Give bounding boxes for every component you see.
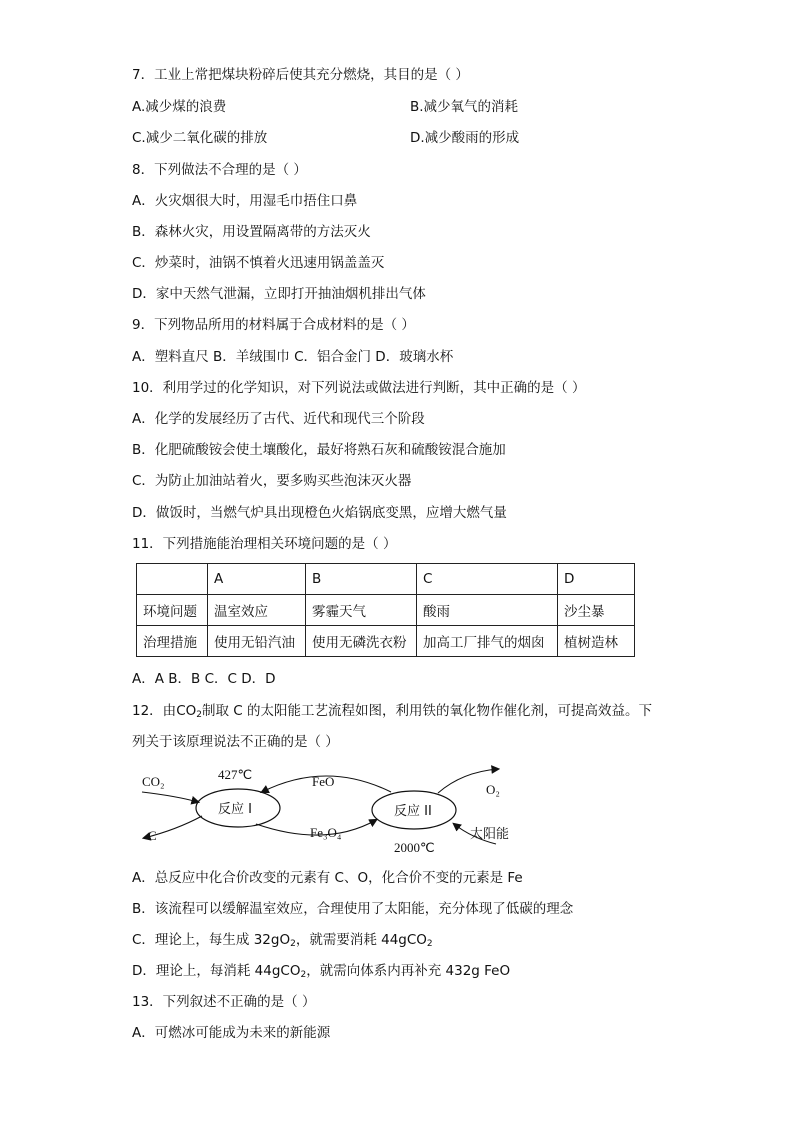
- q7-stem: 7．工业上常把煤块粉碎后使其充分燃烧，其目的是（ ）: [132, 67, 469, 83]
- q9-stem: 9．下列物品所用的材料属于合成材料的是（ ）: [132, 317, 415, 333]
- q12-option-b: B．该流程可以缓解温室效应，合理使用了太阳能，充分体现了低碳的理念: [132, 901, 574, 917]
- q7-option-b: B.减少氧气的消耗: [410, 99, 519, 115]
- q7-option-a: A.减少煤的浪费: [132, 99, 227, 115]
- q12-option-a: A．总反应中化合价改变的元素有 C、O，化合价不变的元素是 Fe: [132, 870, 523, 886]
- q11-stem: 11．下列措施能治理相关环境问题的是（ ）: [132, 536, 397, 552]
- q12-c-pre: C．理论上，每生成 32gO: [132, 932, 291, 948]
- q7-option-d: D.减少酸雨的形成: [410, 130, 520, 146]
- label-reaction1: 反应 I: [218, 802, 252, 817]
- table-cell: 环境问题: [137, 595, 208, 626]
- q12-c-sub1: 2: [290, 939, 296, 949]
- arrow-co2-in: [142, 792, 198, 802]
- q10-option-a: A．化学的发展经历了古代、近代和现代三个阶段: [132, 411, 425, 427]
- q11-options: A．A B．B C．C D．D: [132, 671, 276, 687]
- table-row: [137, 626, 635, 657]
- table-cell: 沙尘暴: [558, 595, 635, 626]
- q10-stem: 10．利用学过的化学知识，对下列说法或做法进行判断，其中正确的是（ ）: [132, 380, 586, 396]
- table-cell: B: [306, 564, 417, 595]
- q10-option-c: C．为防止加油站着火，要多购买些泡沫灭火器: [132, 473, 412, 489]
- table-cell: 雾霾天气: [306, 595, 417, 626]
- label-2000c: 2000℃: [394, 840, 435, 855]
- table-cell: 治理措施: [137, 626, 208, 657]
- table-cell: 使用无磷洗衣粉: [306, 626, 417, 657]
- table-cell: 酸雨: [417, 595, 558, 626]
- q12-stem-sub: 2: [196, 710, 202, 720]
- q13-stem: 13．下列叙述不正确的是（ ）: [132, 994, 316, 1010]
- table-cell: 加高工厂排气的烟囱: [417, 626, 558, 657]
- q10-option-d: D．做饭时，当燃气炉具出现橙色火焰锅底变黑，应增大燃气量: [132, 505, 507, 521]
- q8-option-d: D．家中天然气泄漏，立即打开抽油烟机排出气体: [132, 286, 426, 302]
- q12-d-post: ，就需向体系内再补充 432g FeO: [306, 963, 511, 979]
- q12-d-pre: D．理论上，每消耗 44gCO: [132, 963, 301, 979]
- label-c: C: [148, 828, 157, 843]
- q12-stem-co: CO: [176, 703, 197, 719]
- table-row: [137, 595, 635, 626]
- solar-process-diagram: [136, 762, 526, 858]
- environment-table: [136, 563, 635, 657]
- label-o2: O₂: [486, 782, 500, 797]
- q12-option-c: [132, 931, 433, 953]
- table-cell: D: [558, 564, 635, 595]
- label-co2: CO₂: [142, 774, 165, 789]
- q12-c-mid: ，就需要消耗 44gCO: [295, 932, 427, 948]
- q7-option-c: C.减少二氧化碳的排放: [132, 130, 268, 146]
- label-feo: FeO: [312, 774, 335, 789]
- q12-option-d: [132, 962, 510, 984]
- q12-stem-line1: [132, 702, 652, 724]
- label-427c: 427℃: [218, 767, 253, 782]
- label-fe3o4: Fe₃O₄: [310, 825, 342, 840]
- q8-option-a: A．火灾烟很大时，用湿毛巾捂住口鼻: [132, 193, 358, 209]
- table-cell: 温室效应: [208, 595, 306, 626]
- label-reaction2: 反应 II: [394, 804, 432, 819]
- q13-option-a: A．可燃冰可能成为未来的新能源: [132, 1025, 331, 1041]
- q12-stem-pre: 12．由: [132, 703, 177, 719]
- table-cell: A: [208, 564, 306, 595]
- q12-stem-post: 制取 C 的太阳能工艺流程如图，利用铁的氧化物作催化剂，可提高效益。下: [201, 703, 652, 719]
- table-cell: C: [417, 564, 558, 595]
- q8-option-b: B．森林火灾，用设置隔离带的方法灭火: [132, 224, 371, 240]
- table-cell: [137, 564, 208, 595]
- q8-option-c: C．炒菜时，油锅不慎着火迅速用锅盖盖灭: [132, 255, 385, 271]
- q12-stem-line2: 列关于该原理说法不正确的是（ ）: [132, 734, 339, 750]
- q8-stem: 8．下列做法不合理的是（ ）: [132, 162, 307, 178]
- q12-c-sub2: 2: [426, 939, 433, 949]
- table-cell: 植树造林: [558, 626, 635, 657]
- table-cell: 使用无铅汽油: [208, 626, 306, 657]
- label-solar: 太阳能: [470, 827, 510, 842]
- q12-d-sub: 2: [300, 970, 307, 980]
- q9-options: A．塑料直尺 B．羊绒围巾 C．铝合金门 D．玻璃水杯: [132, 349, 454, 365]
- table-header-row: [137, 564, 635, 595]
- q10-option-b: B．化肥硫酸铵会使土壤酸化，最好将熟石灰和硫酸铵混合施加: [132, 442, 506, 458]
